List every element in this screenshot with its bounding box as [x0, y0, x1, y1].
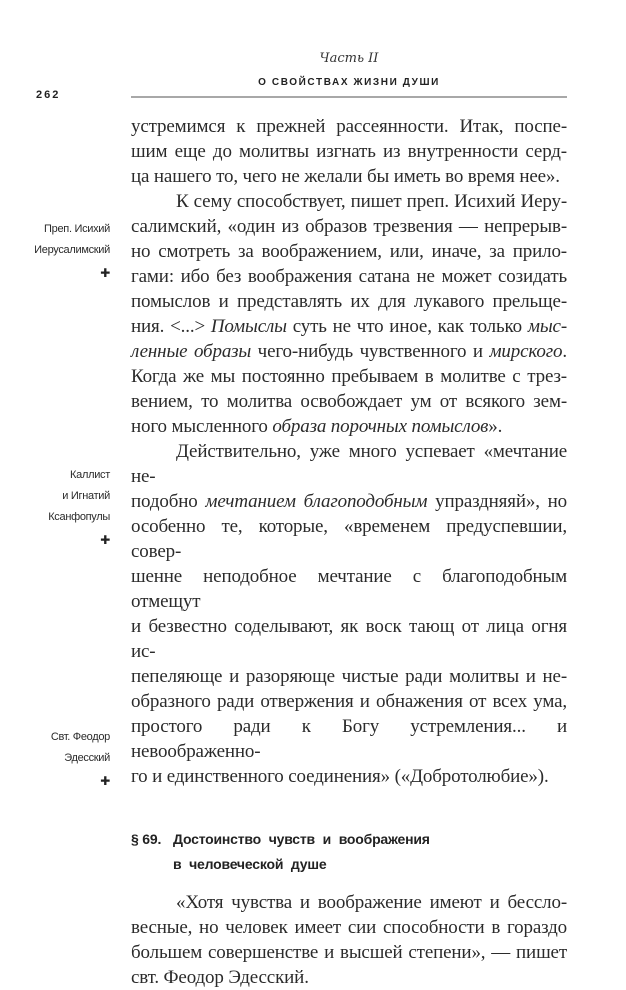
text-line: Когда же мы постоянно пребываем в молитве с трез-: [131, 366, 567, 387]
section-title: Достоинство чувств и воображения: [173, 831, 430, 847]
text-run: подобно: [131, 491, 206, 512]
text-line: и безвестно соделывают, як воск тающ от лица огня ис-: [131, 616, 567, 662]
text-line: [131, 314, 567, 339]
margin-note: [8, 219, 110, 282]
text-line: салимский, «один из образов трезвения — непрерыв-: [131, 216, 567, 237]
text-line: «Хотя чувства и воображение имеют и бессло-: [176, 892, 567, 913]
text-line: [131, 414, 567, 439]
margin-note-line: Иерусалимский: [34, 244, 110, 256]
text-line: го и единственного соединения» («Добротолюбие»).: [131, 766, 549, 787]
italic-run: мирского: [489, 341, 563, 362]
text-line: весные, но человек имеет сии способности в гораздо: [131, 917, 567, 938]
margin-note-line: Каллист: [70, 469, 110, 481]
text-line: гами: ибо без воображения сатана не может созидать: [131, 266, 567, 287]
cross-icon: ✚: [100, 266, 110, 280]
italic-run: мечтанием благоподобным: [205, 491, 428, 512]
text-run: суть не что иное, как только: [286, 316, 528, 337]
page-number: 262: [36, 89, 61, 101]
margin-note-line: Эдесский: [64, 752, 110, 764]
text-column: [131, 114, 567, 990]
section-heading: [131, 827, 567, 877]
text-line: вением, то молитва освобождает ум от всякого зем-: [131, 391, 567, 412]
text-line: [131, 339, 567, 364]
margin-note-line: Ксанфопулы: [48, 511, 110, 523]
running-header-part: Часть II: [319, 51, 379, 66]
cross-icon: ✚: [100, 774, 110, 788]
section-heading-line: [131, 827, 567, 852]
text-run: ».: [488, 416, 503, 437]
text-line: особенно те, которые, «временем предуспевшии, совер-: [131, 516, 567, 562]
text-run: чего-нибудь чувственного и: [251, 341, 490, 362]
text-run: упраздняяй», но: [427, 491, 567, 512]
text-line: К сему способствует, пишет преп. Исихий Иеру-: [176, 191, 567, 212]
text-line: ца нашего то, чего не желали бы иметь во время нее».: [131, 166, 560, 187]
text-run: .: [562, 341, 567, 362]
cross-icon: ✚: [100, 533, 110, 547]
margin-note: [8, 465, 110, 549]
margin-note-line: Преп. Исихий: [44, 223, 110, 235]
italic-run: ленные образы: [131, 341, 252, 362]
text-line: [131, 489, 567, 514]
text-line: помыслов и представлять их для лукавого прельще-: [131, 291, 567, 312]
text-line: шим еще до молитвы изгнать из внутренности серд-: [131, 141, 567, 162]
text-line: шенне неподобное мечтание с благоподобным отмещут: [131, 566, 567, 612]
text-line: Действительно, уже много успевает «мечтание не-: [131, 441, 567, 487]
text-line: образного ради отвержения и обнажения от всех ума,: [131, 691, 567, 712]
text-line: большем совершенстве и высшей степени», — пишет: [131, 942, 567, 963]
section-number: § 69.: [131, 831, 162, 847]
header-rule: [131, 96, 567, 98]
margin-note: [8, 727, 110, 790]
text-line: пепеляюще и разоряюще чистые ради молитвы и не-: [131, 666, 567, 687]
text-run: ного мысленного: [131, 416, 273, 437]
body-paragraphs-1: [131, 114, 567, 439]
margin-note-line: Свт. Феодор: [50, 731, 110, 743]
text-run: ния. <...>: [131, 316, 211, 337]
text-line: простого ради к Богу устремления... и невоображенно-: [131, 716, 567, 762]
section-title-continued: в человеческой душе: [173, 856, 327, 872]
body-paragraphs-2: [131, 439, 567, 789]
italic-run: Помыслы: [210, 316, 287, 337]
text-line: свт. Феодор Эдесский.: [131, 967, 309, 988]
italic-run: образа порочных помыслов: [272, 416, 489, 437]
text-line: устремимся к прежней рассеянности. Итак, поспе-: [131, 116, 567, 137]
italic-run: мыс-: [527, 316, 567, 337]
running-header-title: О СВОЙСТВАХ ЖИЗНИ ДУШИ: [258, 77, 440, 88]
margin-note-line: и Игнатий: [62, 490, 110, 502]
body-paragraphs-3: [131, 890, 567, 990]
text-line: но смотреть за воображением, или, иначе, за прило-: [131, 241, 567, 262]
